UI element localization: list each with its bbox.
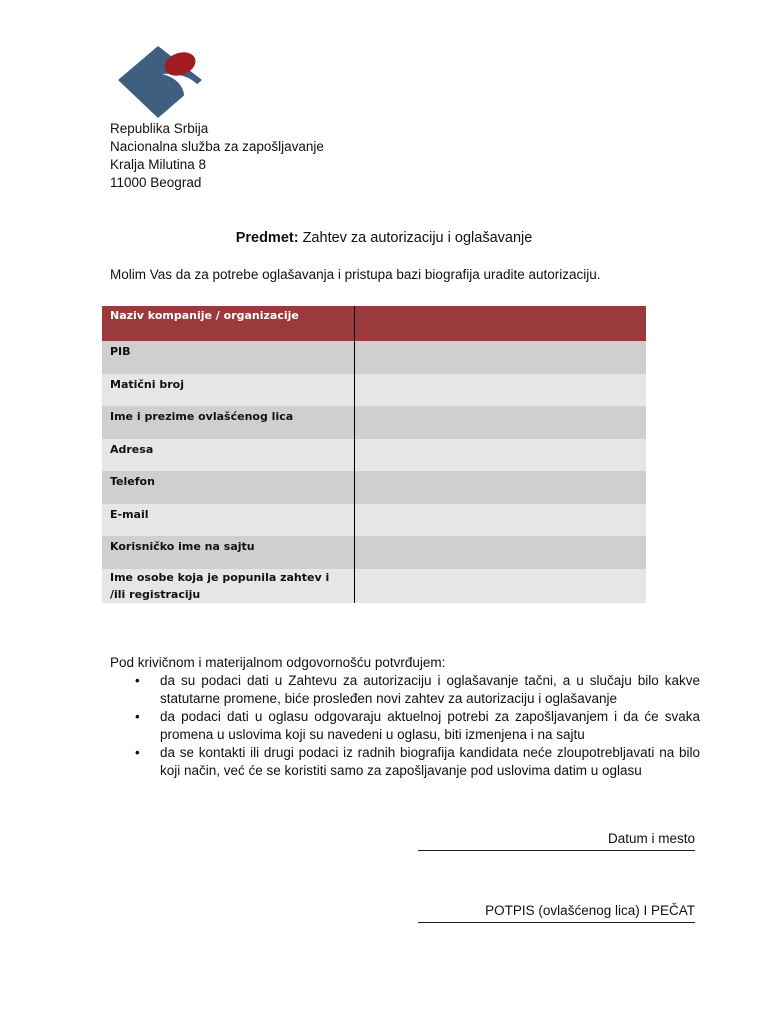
signature-seal-label: POTPIS (ovlašćenog lica) I PEČAT <box>485 903 695 918</box>
table-row <box>102 504 646 537</box>
row-label-username: Korisničko ime na sajtu <box>102 536 354 569</box>
list-item <box>135 672 700 708</box>
table-row <box>102 406 646 439</box>
table-row <box>102 569 646 603</box>
username-field[interactable] <box>354 536 646 569</box>
company-name-field[interactable] <box>354 306 646 341</box>
phone-field[interactable] <box>354 471 646 504</box>
address-street: Kralja Milutina 8 <box>110 157 207 172</box>
table-row <box>102 341 646 374</box>
bullet-icon: • <box>135 709 140 724</box>
address-country: Republika Srbija <box>110 121 209 136</box>
date-place-line[interactable] <box>418 850 695 851</box>
table-row <box>102 536 646 569</box>
subject-label: Predmet: <box>235 230 299 246</box>
authorized-person-field[interactable] <box>354 406 646 439</box>
intro-paragraph: Molim Vas da za potrebe oglašavanja i pristupa bazi biografija uradite autorizaciju. <box>110 267 601 282</box>
nsz-logo <box>110 42 214 122</box>
sender-address <box>110 120 324 192</box>
address-field[interactable] <box>354 439 646 472</box>
pib-field[interactable] <box>354 341 646 374</box>
table-row <box>102 439 646 472</box>
row-label-filled-by: Ime osobe koja je popunila zahtev i /ili registraciju <box>102 569 354 603</box>
table-header-row <box>102 306 646 341</box>
list-item <box>135 708 700 744</box>
row-label-maticni-broj: Matični broj <box>102 374 354 407</box>
row-label-address: Adresa <box>102 439 354 472</box>
row-label-phone: Telefon <box>102 471 354 504</box>
filled-by-field[interactable] <box>354 569 646 603</box>
email-field[interactable] <box>354 504 646 537</box>
row-label-pib: PIB <box>102 341 354 374</box>
list-item <box>135 744 700 780</box>
maticni-broj-field[interactable] <box>354 374 646 407</box>
declaration-item-text: da se kontakti ili drugi podaci iz radnih biografija kandidata neće zloupotrebljavati na bilo koji način, već će se koristiti samo za zapošljavanje pod uslovima datim u oglasu <box>160 745 700 778</box>
table-row <box>102 374 646 407</box>
declaration-lead: Pod krivičnom i materijalnom odgovornošću potvrđujem: <box>110 655 446 670</box>
address-city: 11000 Beograd <box>110 175 202 190</box>
row-label-authorized-person: Ime i prezime ovlašćenog lica <box>102 406 354 439</box>
declaration-item-text: da su podaci dati u Zahtevu za autorizaciju i oglašavanje tačni, a u slučaju bilo kakve statutarne promene, biće prosleđen novi zahtev za autorizaciju i oglašavanje <box>160 673 700 706</box>
subject-text: Zahtev za autorizaciju i oglašavanje <box>302 230 533 246</box>
date-place-label: Datum i mesto <box>607 831 695 846</box>
table-row <box>102 471 646 504</box>
declaration-list <box>110 672 700 780</box>
row-label-email: E-mail <box>102 504 354 537</box>
declaration-item-text: da podaci dati u oglasu odgovaraju aktuelnoj potrebi za zapošljavanjem i da će svaka promena u uslovima koji su navedeni u oglasu, biti izmenjena i na sajtu <box>160 709 700 742</box>
bullet-icon: • <box>135 673 140 688</box>
address-institution: Nacionalna služba za zapošljavanje <box>110 139 324 154</box>
bullet-icon: • <box>135 745 140 760</box>
declaration-section <box>110 654 700 780</box>
company-info-table <box>102 306 646 603</box>
signature-line[interactable] <box>418 922 695 923</box>
subject-line <box>0 230 768 246</box>
header-label: Naziv kompanije / organizacije <box>102 306 354 341</box>
